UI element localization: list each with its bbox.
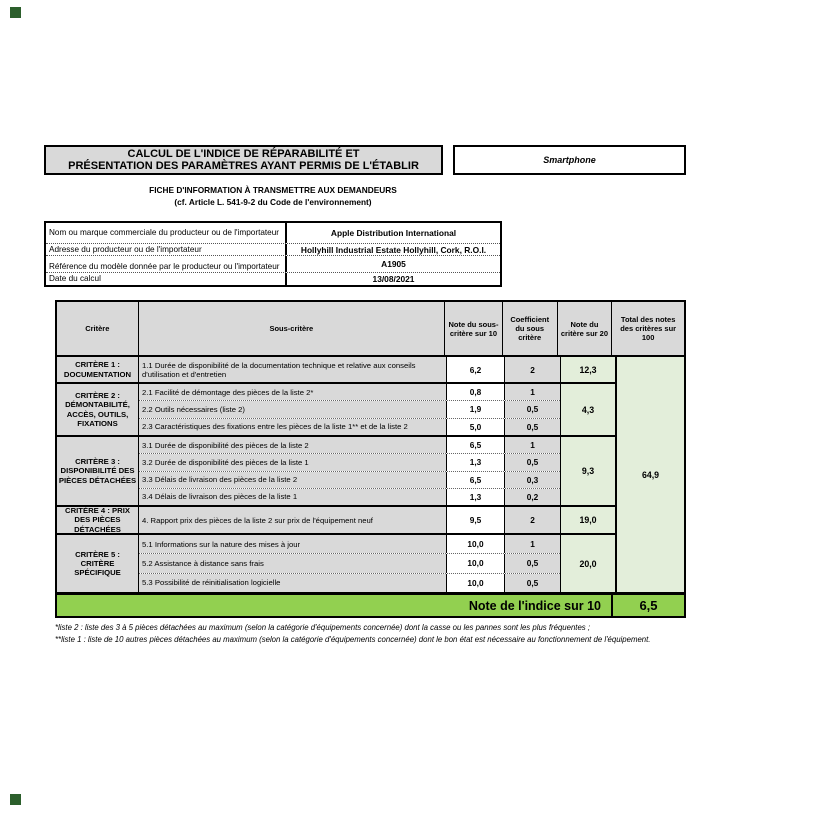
subcriterion-note: 1,9 — [447, 401, 505, 417]
subcriterion-row-4 — [139, 507, 560, 533]
subcriterion-row-3-1 — [139, 437, 560, 454]
subcriterion-label: 5.3 Possibilité de réinitialisation logicielle — [139, 574, 447, 592]
product-type-label: Smartphone — [543, 155, 596, 165]
subtitle-line2: (cf. Article L. 541-9-2 du Code de l'environnement) — [174, 196, 372, 207]
subcriterion-row-3-3 — [139, 472, 560, 489]
producer-info-table — [44, 221, 502, 287]
criterion-section-1 — [57, 357, 615, 384]
subcriterion-note: 5,0 — [447, 419, 505, 435]
subcriterion-coefficient: 1 — [505, 535, 560, 553]
document-title-box — [44, 145, 443, 175]
subcriterion-row-2-2 — [139, 401, 560, 418]
criteria-table-header — [57, 302, 684, 357]
criterion-4-label: CRITÈRE 4 : PRIX DES PIÈCES DÉTACHÉES — [57, 507, 139, 533]
criterion-section-3 — [57, 437, 615, 507]
subcriterion-note: 10,0 — [447, 574, 505, 592]
subcriterion-coefficient: 0,5 — [505, 454, 560, 470]
subcriterion-label: 3.4 Délais de livraison des pièces de la liste 1 — [139, 489, 447, 505]
subcriterion-note: 10,0 — [447, 554, 505, 572]
info-label-name: Nom ou marque commerciale du producteur ou de l'importateur — [46, 223, 287, 243]
subcriterion-row-5-2 — [139, 554, 560, 573]
subcriterion-row-3-2 — [139, 454, 560, 471]
info-row-name — [46, 223, 500, 244]
document-subtitle — [44, 185, 502, 208]
subcriterion-note: 1,3 — [447, 489, 505, 505]
subcriterion-coefficient: 0,2 — [505, 489, 560, 505]
subcriterion-coefficient: 0,5 — [505, 574, 560, 592]
criteria-sections — [57, 357, 615, 592]
final-score-value: 6,5 — [611, 595, 684, 616]
criteria-table-body — [57, 357, 684, 592]
criterion-section-2 — [57, 384, 615, 437]
subcriterion-label: 2.1 Facilité de démontage des pièces de la liste 2* — [139, 384, 447, 400]
info-row-address — [46, 244, 500, 257]
footnote-liste1: **liste 1 : liste de 10 autres pièces détachées au maximum (selon la catégorie d'équipements concernée) dont le bon état est nécessaire au fonctionnement de l'équipement. — [55, 635, 651, 644]
criterion-5-label: CRITÈRE 5 : CRITÈRE SPÉCIFIQUE — [57, 535, 139, 592]
subcriterion-note: 6,5 — [447, 472, 505, 488]
subcriterion-coefficient: 1 — [505, 437, 560, 453]
info-label-model: Référence du modèle donnée par le producteur ou l'importateur — [46, 256, 287, 272]
criterion-section-4 — [57, 507, 615, 535]
subcriterion-coefficient: 2 — [505, 357, 560, 382]
product-type-box — [453, 145, 686, 175]
subcriterion-row-2-1 — [139, 384, 560, 401]
info-value-address: Hollyhill Industrial Estate Hollyhill, Cork, R.O.I. — [300, 244, 487, 255]
header-total: Total des notes des critères sur 100 — [611, 302, 684, 355]
subcriterion-note: 1,3 — [447, 454, 505, 470]
info-row-model — [46, 256, 500, 273]
criterion-2-note20: 4,3 — [560, 384, 615, 435]
header-note10: Note du sous-critère sur 10 — [445, 302, 503, 355]
info-value-date: 13/08/2021 — [372, 274, 415, 285]
footnotes — [55, 622, 695, 646]
subcriterion-row-5-1 — [139, 535, 560, 554]
info-value-name: Apple Distribution International — [330, 227, 457, 238]
subcriterion-label: 1.1 Durée de disponibilité de la documentation technique et relative aux conseils d'utilisation et d'entretien — [139, 357, 447, 382]
header-sous-critere: Sous-critère — [139, 302, 445, 355]
subcriterion-row-1-1 — [139, 357, 560, 382]
subcriterion-coefficient: 2 — [505, 507, 560, 533]
criterion-1-label: CRITÈRE 1 : DOCUMENTATION — [57, 357, 139, 382]
subcriterion-coefficient: 1 — [505, 384, 560, 400]
subcriterion-label: 2.3 Caractéristiques des fixations entre les pièces de la liste 1** et de la liste 2 — [139, 419, 447, 435]
subcriterion-label: 5.1 Informations sur la nature des mises à jour — [139, 535, 447, 553]
criterion-1-note20: 12,3 — [560, 357, 615, 382]
subcriterion-coefficient: 0,5 — [505, 401, 560, 417]
final-score-row — [55, 593, 686, 618]
document-title-line2: PRÉSENTATION DES PARAMÈTRES AYANT PERMIS DE L'ÉTABLIR — [68, 160, 419, 172]
info-label-address: Adresse du producteur ou de l'importateur — [46, 244, 287, 256]
subcriterion-label: 2.2 Outils nécessaires (liste 2) — [139, 401, 447, 417]
criterion-3-label: CRITÈRE 3 : DISPONIBILITÉ DES PIÈCES DÉTACHÉES — [57, 437, 139, 505]
header-critere: Critère — [57, 302, 139, 355]
criterion-3-note20: 9,3 — [560, 437, 615, 505]
subcriterion-note: 10,0 — [447, 535, 505, 553]
criterion-2-label: CRITÈRE 2 : DÉMONTABILITÉ, ACCÈS, OUTILS, FIXATIONS — [57, 384, 139, 435]
subcriterion-label: 3.1 Durée de disponibilité des pièces de la liste 2 — [139, 437, 447, 453]
info-row-date — [46, 273, 500, 285]
subtitle-line1: FICHE D'INFORMATION À TRANSMETTRE AUX DEMANDEURS — [149, 185, 397, 195]
footnote-liste2: *liste 2 : liste des 3 à 5 pièces détachées au maximum (selon la catégorie d'équipements concernée) dont la casse ou les pannes sont les plus fréquentes ; — [55, 623, 591, 632]
subcriterion-row-5-3 — [139, 574, 560, 592]
subcriterion-label: 3.2 Durée de disponibilité des pièces de la liste 1 — [139, 454, 447, 470]
criterion-section-5 — [57, 535, 615, 592]
subcriterion-coefficient: 0,3 — [505, 472, 560, 488]
info-label-date: Date du calcul — [46, 273, 287, 285]
subcriterion-label: 3.3 Délais de livraison des pièces de la liste 2 — [139, 472, 447, 488]
subcriterion-label: 4. Rapport prix des pièces de la liste 2 sur prix de l'équipement neuf — [139, 507, 447, 533]
subcriterion-label: 5.2 Assistance à distance sans frais — [139, 554, 447, 572]
subcriterion-coefficient: 0,5 — [505, 554, 560, 572]
criteria-table — [55, 300, 686, 594]
subcriterion-note: 0,8 — [447, 384, 505, 400]
corner-mark-top-left — [10, 7, 21, 18]
header-note20: Note du critère sur 20 — [558, 302, 613, 355]
info-value-model: A1905 — [381, 259, 406, 270]
subcriterion-note: 9,5 — [447, 507, 505, 533]
final-score-label: Note de l'indice sur 10 — [468, 598, 601, 613]
corner-mark-bottom-left — [10, 794, 21, 805]
header-coefficient: Coefficient du sous critère — [503, 302, 558, 355]
total-score-cell: 64,9 — [615, 357, 684, 592]
subcriterion-row-3-4 — [139, 489, 560, 505]
criterion-5-note20: 20,0 — [560, 535, 615, 592]
subcriterion-row-2-3 — [139, 419, 560, 435]
criterion-4-note20: 19,0 — [560, 507, 615, 533]
subcriterion-note: 6,5 — [447, 437, 505, 453]
document-title-line1: CALCUL DE L'INDICE DE RÉPARABILITÉ ET — [127, 147, 360, 160]
subcriterion-note: 6,2 — [447, 357, 505, 382]
subcriterion-coefficient: 0,5 — [505, 419, 560, 435]
